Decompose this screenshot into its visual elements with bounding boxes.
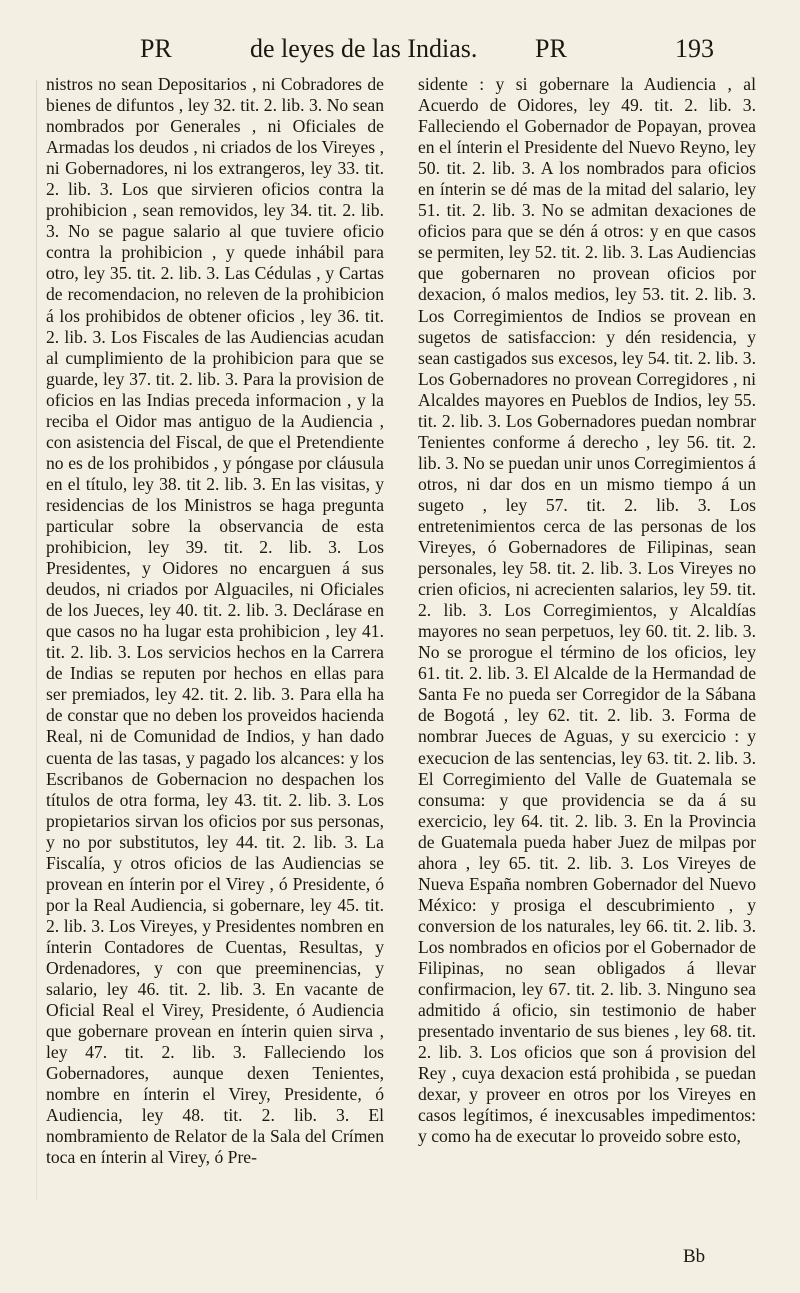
header-right-abbrev: PR: [535, 34, 567, 63]
page-number: 193: [675, 34, 714, 63]
header-left-abbrev: PR: [140, 34, 172, 63]
running-header: [140, 32, 760, 66]
text-column-left: nistros no sean Depositarios , ni Cobradores de bienes de difuntos , ley 32. tit. 2. lib. 3. No sean nombrados por Generales , ni Oficiales de Armadas los deudos , ni criados de los Vireyes , ni Gobernadores, ni los extrangeros, ley 33. tit. 2. lib. 3. Los que sirvieren oficios contra la prohibicion , sean removidos, ley 34. tit. 2. lib. 3. No se pague salario al que tuviere oficio contra la prohibicion , y quede inhábil para otro, ley 35. tit. 2. lib. 3. Las Cédulas , y Cartas de recomendacion, no releven de la prohibicion á los prohibidos de obtener oficios , ley 36. tit. 2. lib. 3. Los Fiscales de las Audiencias acudan al cumplimiento de la prohibicion para que se guarde, ley 37. tit. 2. lib. 3. Para la provision de oficios en las Indias preceda informacion , y la reciba el Oidor mas antiguo de la Audiencia , con asistencia del Fiscal, de que el Pretendiente no es de los prohibidos , y póngase por cláusula en el título, ley 38. tit 2. lib. 3. En las visitas, y residencias de los Ministros se haga pregunta particular sobre la observancia de esta prohibicion, ley 39. tit. 2. lib. 3. Los Presidentes, y Oidores no encarguen á sus deudos, ni criados por Alguaciles, ni Oficiales de los Jueces, ley 40. tit. 2. lib. 3. Declárase en que casos no ha lugar esta prohibicion , ley 41. tit. 2. lib. 3. Los servicios hechos en la Carrera de Indias se reputen por hechos en ellas para ser premiados, ley 42. tit. 2. lib. 3. Para ella ha de constar que no deben los proveidos hacienda Real, ni de Comunidad de Indios, y han dado cuenta de las tasas, y pagado los alcances: y los Escribanos de Gobernacion no despachen los títulos de otra forma, ley 43. tit. 2. lib. 3. Los propietarios sirvan los oficios por sus personas, y no por substitutos, ley 44. tit. 2. lib. 3. La Fiscalía, y otros oficios de las Audiencias se provean en ínterin por el Virey , ó Presidente, ó por la Real Audiencia, si gobernare, ley 45. tit. 2. lib. 3. Los Vireyes, y Presidentes nombren en ínterin Contadores de Cuentas, Resultas, y Ordenadores, y con que preeminencias, y salario, ley 46. tit. 2. lib. 3. En vacante de Oficial Real el Virey, Presidente, ó Audiencia que gobernare provean en ínterin quien sirva , ley 47. tit. 2. lib. 3. Falleciendo los Gobernadores, aunque dexen Tenientes, nombre en ínterin el Virey, Presidente, ó Audiencia, ley 48. tit. 2. lib. 3. El nombramiento de Relator de la Sala del Crímen toca en ínterin al Virey, ó Pre-: [46, 74, 384, 1168]
header-title: de leyes de las Indias.: [250, 34, 478, 63]
text-column-right: sidente : y si gobernare la Audiencia , al Acuerdo de Oidores, ley 49. tit. 2. lib. 3. Falleciendo el Gobernador de Popayan, provea en el ínterin el Presidente del Nuevo Reyno, ley 50. tit. 2. lib. 3. A los nombrados para oficios en ínterin se dé mas de la mitad del salario, ley 51. tit. 2. lib. 3. No se admitan dexaciones de oficios para que se dén á otros: y en que casos se permiten, ley 52. tit. 2. lib. 3. Las Audiencias que gobernaren no provean oficios por dexacion, ó malos medios, ley 53. tit. 2. lib. 3. Los Corregimientos de Indios se provean en sugetos de satisfaccion: y dén residencia, y sean castigados sus excesos, ley 54. tit. 2. lib. 3. Los Gobernadores no provean Corregidores , ni Alcaldes mayores en Pueblos de Indios, ley 55. tit. 2. lib. 3. Los Gobernadores puedan nombrar Tenientes conforme á derecho , ley 56. tit. 2. lib. 3. No se puedan unir unos Corregimientos á otros, ni dar dos en un mismo tiempo á un sugeto , ley 57. tit. 2. lib. 3. Los entretenimientos cerca de las personas de los Vireyes, ó Gobernadores de Filipinas, sean personales, ley 58. tit. 2. lib. 3. Los Vireyes no crien oficios, ni acrecienten salarios, ley 59. tit. 2. lib. 3. Los Corregimientos, y Alcaldías mayores no sean perpetuos, ley 60. tit. 2. lib. 3. No se prorogue el término de los oficios, ley 61. tit. 2. lib. 3. El Alcalde de la Hermandad de Santa Fe no pueda ser Corregidor de la Sábana de Bogotá , ley 62. tit. 2. lib. 3. Forma de nombrar Jueces de Aguas, y su exercicio : y execucion de las sentencias, ley 63. tit. 2. lib. 3. El Corregimiento del Valle de Guatemala se consuma: y que providencia se da á su exercicio, ley 64. tit. 2. lib. 3. En la Provincia de Guatemala pueda haber Juez de milpas por ahora , ley 65. tit. 2. lib. 3. Los Vireyes de Nueva España nombren Gobernador del Nuevo México: y prosiga el descubrimiento , y conversion de los naturales, ley 66. tit. 2. lib. 3. Los nombrados en oficios por el Gobernador de Filipinas, no sean obligados á llevar confirmacion, ley 67. tit. 2. lib. 3. Ninguno sea admitido á oficio, sin testimonio de haber presentado inventario de sus bienes , ley 68. tit. 2. lib. 3. Los oficios que son á provision del Rey , cuya dexacion está prohibida , se puedan dexar, y proveer en otros por los Vireyes en casos legítimos, é inexcusables impedimentos: y como ha de executar lo proveido sobre esto,: [418, 74, 756, 1147]
signature-mark: Bb: [683, 1246, 706, 1267]
binding-gutter: [36, 80, 37, 1200]
